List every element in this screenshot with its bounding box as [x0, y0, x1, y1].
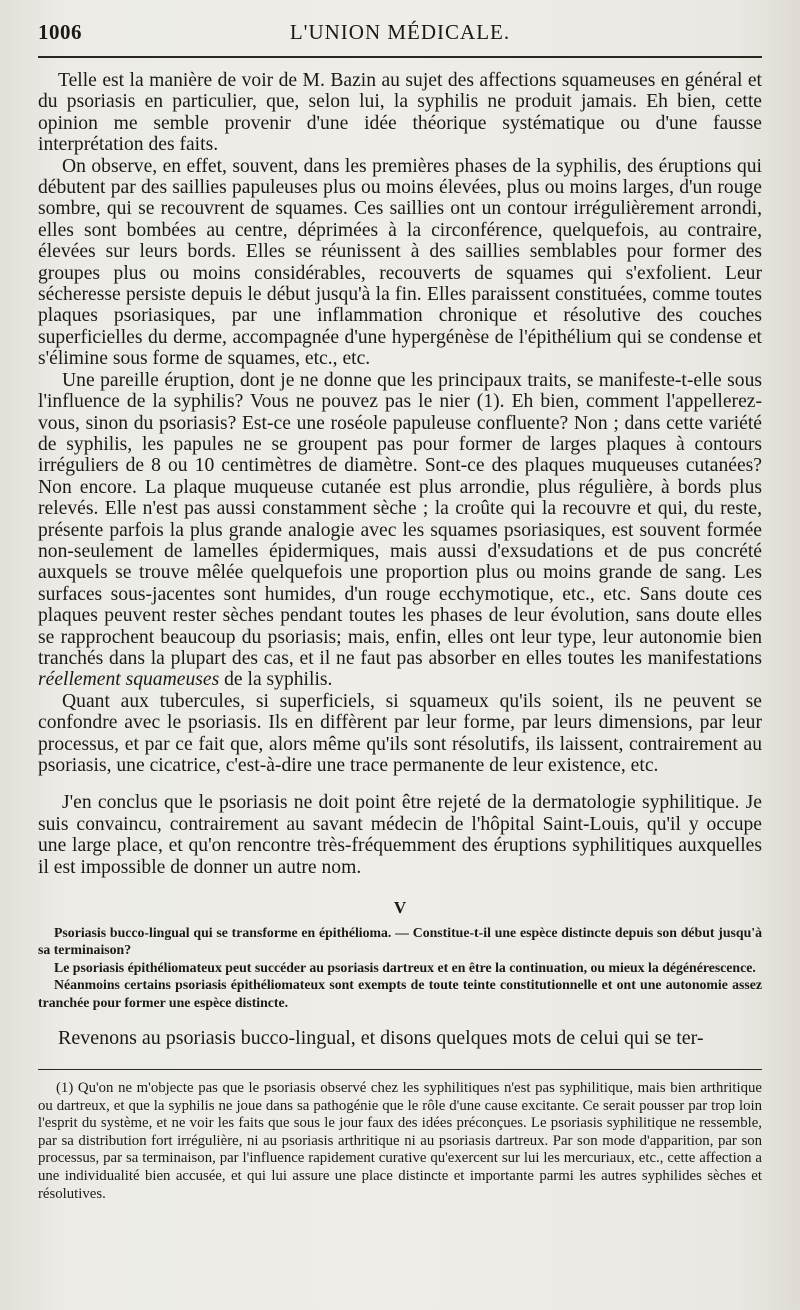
- paragraph-3: [38, 370, 762, 691]
- paragraph-1: Telle est la manière de voir de M. Bazin au sujet des affections squameuses en général et du psoriasis en particulier, que, selon lui, la syphilis ne produit jamais. Eh bien, cette opinion me semble provenir d'une idée théorique systématique ou d'une fausse interprétation des faits.: [38, 70, 762, 156]
- footnote: (1) Qu'on ne m'objecte pas que le psoriasis observé chez les syphilitiques n'est pas syphilitique, mais bien arthritique ou dartreux, et que la syphilis ne joue dans sa pathogénie que le rôle d'une cause excitante. Ce serait pousser par trop loin l'esprit du système, et ne voir les faits que sous le jour faux des idées préconçues. Le psoriasis syphilitique ne ressemble, par sa distribution fort irrégulière, ni au psoriasis arthritique ni au psoriasis dartreux. Par son mode d'apparition, par son processus, par sa terminaison, par l'influence rapidement curative qu'exercent sur lui les mercuriaux, etc., cette affection a une individualité bien accusée, et qui lui assure une place distincte et importante parmi les autres syphilides sèches et résolutives.: [38, 1080, 762, 1202]
- journal-title: L'UNION MÉDICALE.: [289, 20, 511, 44]
- header-rule: [38, 56, 762, 58]
- paragraph-4: Quant aux tubercules, si superficiels, si squameux qu'ils soient, ils ne peuvent se confondre avec le psoriasis. Ils en diffèrent par leur forme, par leurs dimensions, par leur processus, et par ce fait que, alors même qu'ils sont résolutifs, ils laissent, contrairement au psoriasis, une cicatrice, c'est-à-dire une trace permanente de leur existence, etc.: [38, 690, 762, 776]
- summary-3: Néanmoins certains psoriasis épithéliomateux sont exempts de toute teinte constitutionnelle et ont une autonomie assez tranchée pour former une espèce distincte.: [38, 977, 762, 1010]
- section-numeral: V: [393, 898, 407, 918]
- italic-phrase: réellement squameuses: [38, 669, 220, 691]
- summary-2: Le psoriasis épithéliomateux peut succéder au psoriasis dartreux et en être la continuation, ou mieux la dégénérescence.: [54, 959, 756, 975]
- paragraph-2: On observe, en effet, souvent, dans les premières phases de la syphilis, des éruptions qui débutent par des saillies papuleuses plus ou moins élevées, plus ou moins larges, d'un rouge sombre, qui se recouvrent de squames. Ces saillies ont un contour irrégulièrement arrondi, elles sont bombées au centre, déprimées à la circonférence, quelquefois, au contraire, élevées sur leurs bords. Elles se réunissent à des saillies semblables pour former des groupes plus ou moins considérables, recouverts de squames qui s'exfolient. Leur sécheresse persiste depuis le début jusqu'à la fin. Elles paraissent constituées, comme toutes plaques psoriasiques, par une inflammation chronique et résolutive des couches superficielles du derme, accompagnée d'une hypergénèse de l'épithélium qui se condense et s'élimine sous forme de squames, etc., etc.: [38, 155, 762, 370]
- footnote-rule: [38, 1069, 762, 1070]
- paragraph-3-text: Une pareille éruption, dont je ne donne que les principaux traits, se manifeste-t-elle sous l'influence de la syphilis? Vous ne pouvez pas le nier (1). Eh bien, comment l'appellerez-vous, sinon du psoriasis? Est-ce une roséole papuleuse confluente? Non ; dans cette variété de syphilis, les papules ne se groupent pas pour former de larges plaques à contours irréguliers de 8 ou 10 centimètres de diamètre. Sont-ce des plaques muqueuses cutanées? Non encore. La plaque muqueuse cutanée est plus arrondie, plus régulière, à bords plus relevés. Elle n'est pas aussi constamment sèche ; la croûte qui la recouvre et qui, du reste, présente parfois la plus grande analogie avec les squames psoriasiques, est souvent formée non-seulement de lamelles épidermiques, mais aussi d'exsudations et de pus concrété auxquels se trouve mêlée quelquefois une proportion plus ou moins grande de sang. Les surfaces sous-jacentes sont humides, d'un rouge ecchymotique, etc., etc. Sans doute ces plaques peuvent rester sèches pendant toutes les phases de leur évolution, sans doute elles se rapprochent beaucoup du psoriasis; mais, enfin, elles ont leur type, leur autonomie bien tranchés dans la plupart des cas, et il ne faut pas absorber en elles toutes les manifestations: [38, 369, 762, 669]
- section-opening: Revenons au psoriasis bucco-lingual, et disons quelques mots de celui qui se ter-: [58, 1027, 704, 1050]
- summary-1: Psoriasis bucco-lingual qui se transforme en épithélioma. — Constitue-t-il une espèce distincte depuis son début jusqu'à sa terminaison?: [38, 925, 762, 958]
- page-number: 1006: [38, 20, 82, 44]
- paragraph-3-end: de la syphilis.: [224, 669, 333, 691]
- paragraph-5: J'en conclus que le psoriasis ne doit point être rejeté de la dermatologie syphilitique. Je suis convaincu, contrairement au savant médecin de l'hôpital Saint-Louis, qu'il y occupe une large place, et qu'on rencontre très-fréquemment des éruptions syphilitiques auxquelles il est impossible de donner un autre nom.: [38, 792, 762, 878]
